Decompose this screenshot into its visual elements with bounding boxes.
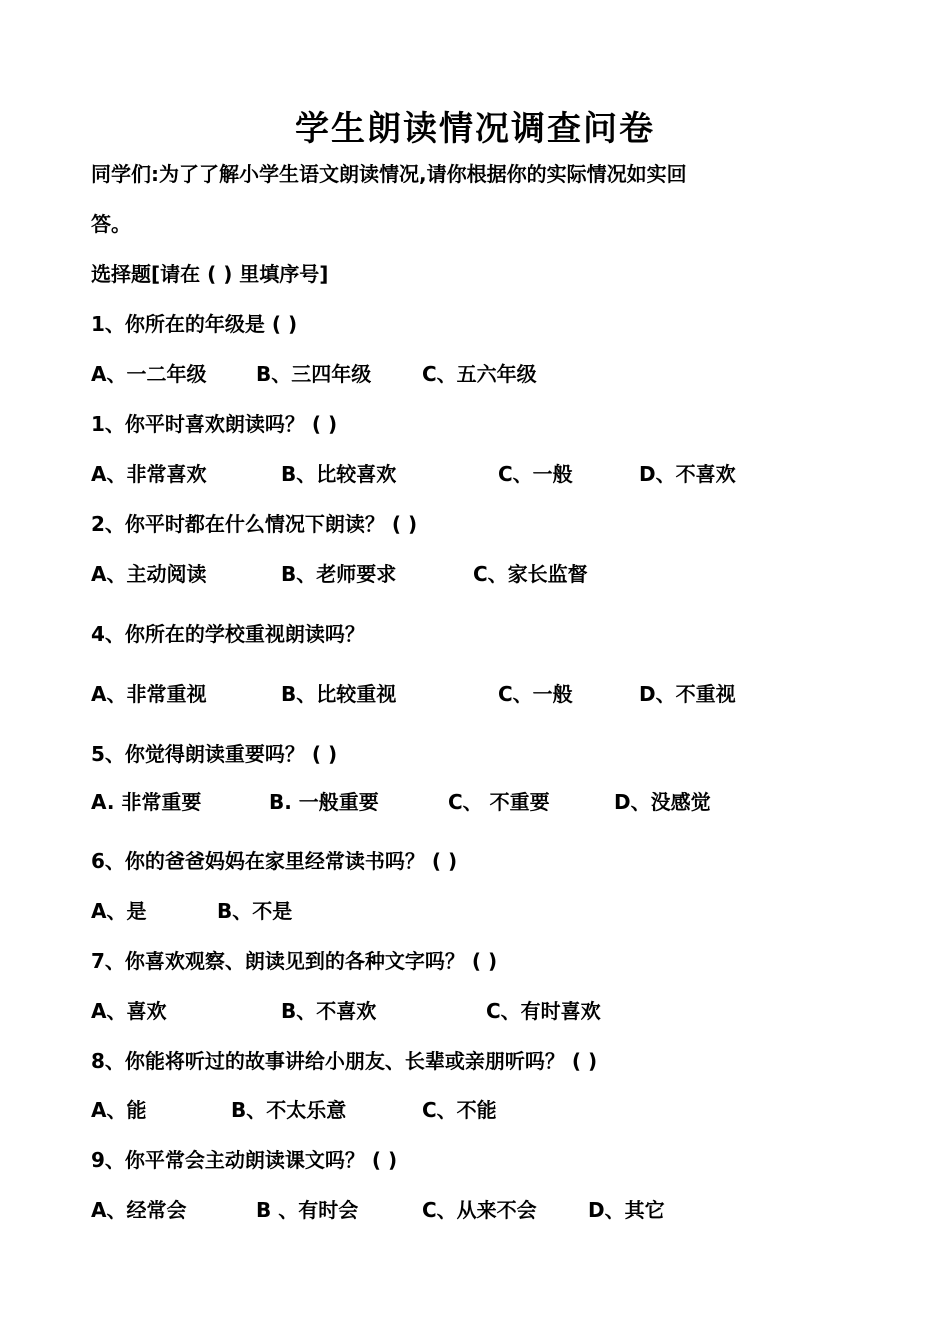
intro-line-2: 答。: [91, 212, 131, 236]
page-title: 学生朗读情况调查问卷: [295, 109, 655, 149]
option: C、从来不会: [422, 1198, 537, 1222]
question-4-text: 4、你所在的学校重视朗读吗？: [91, 622, 365, 646]
question-3-text: 2、你平时都在什么情况下朗读？ ( ): [91, 512, 418, 536]
option: B 、有时会: [256, 1198, 359, 1222]
option: C、一般: [498, 462, 573, 486]
option: A、主动阅读: [91, 562, 207, 586]
option: C、一般: [498, 682, 573, 706]
question-7-text: 7、你喜欢观察、朗读见到的各种文字吗？ ( ): [91, 949, 498, 973]
option: A、经常会: [91, 1198, 187, 1222]
option: B、不喜欢: [281, 999, 377, 1023]
option: C、五六年级: [422, 362, 537, 386]
option: B、三四年级: [256, 362, 372, 386]
option: B、老师要求: [281, 562, 397, 586]
option: A、非常喜欢: [91, 462, 207, 486]
option: B、比较重视: [281, 682, 397, 706]
option: D、不重视: [639, 682, 736, 706]
option: D、没感觉: [614, 790, 711, 814]
option: A、非常重视: [91, 682, 207, 706]
option: A、一二年级: [91, 362, 207, 386]
option: C、有时喜欢: [486, 999, 601, 1023]
option: B. 一般重要: [269, 790, 379, 814]
question-1-text: 1、你所在的年级是 ( ): [91, 312, 298, 336]
option: B、比较喜欢: [281, 462, 397, 486]
question-5-text: 5、你觉得朗读重要吗？ ( ): [91, 742, 338, 766]
instruction: 选择题[请在 ( ) 里填序号]: [91, 262, 329, 286]
option: D、不喜欢: [639, 462, 736, 486]
option: A、能: [91, 1098, 147, 1122]
question-9-text: 9、你平常会主动朗读课文吗？ ( ): [91, 1148, 398, 1172]
intro-line-1: 同学们:为了了解小学生语文朗读情况,请你根据你的实际情况如实回: [91, 162, 687, 186]
question-2-text: 1、你平时喜欢朗读吗？ ( ): [91, 412, 338, 436]
option: A、是: [91, 899, 147, 923]
option: A、喜欢: [91, 999, 167, 1023]
option: B、不是: [217, 899, 293, 923]
option: C、不能: [422, 1098, 497, 1122]
option: C、家长监督: [473, 562, 588, 586]
question-8-text: 8、你能将听过的故事讲给小朋友、长辈或亲朋听吗？ ( ): [91, 1049, 598, 1073]
option: D、其它: [588, 1198, 665, 1222]
question-6-text: 6、你的爸爸妈妈在家里经常读书吗？ ( ): [91, 849, 458, 873]
option: B、不太乐意: [231, 1098, 347, 1122]
option: C、 不重要: [448, 790, 550, 814]
option: A. 非常重要: [91, 790, 202, 814]
